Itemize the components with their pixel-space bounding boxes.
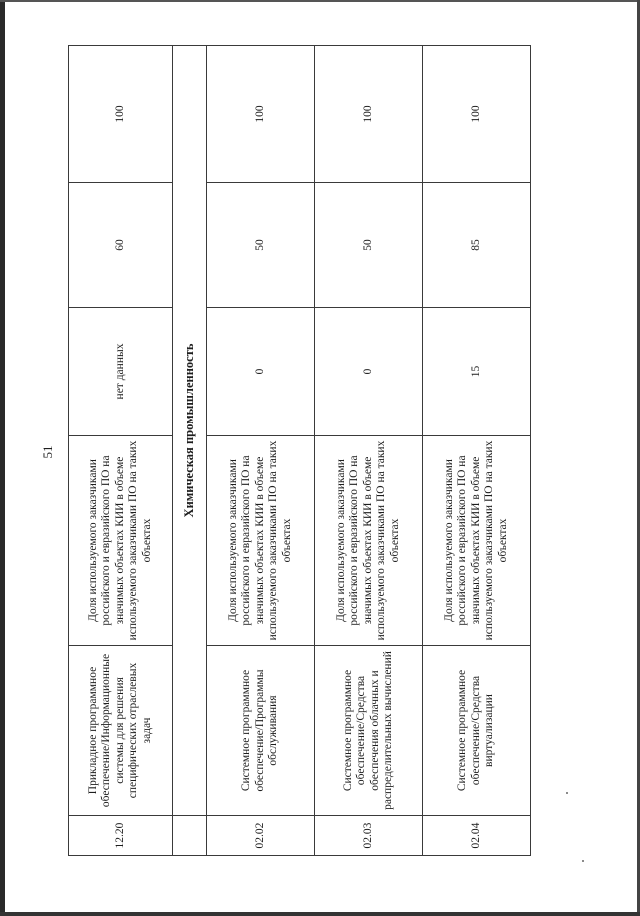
row-indicator: Доля используемого заказчиками российского и евразийского ПО на значимых объектах КИИ в объеме используемого заказчиками ПО на таких объектах xyxy=(423,436,531,646)
row-value-3: 100 xyxy=(315,46,423,183)
row-value-3: 100 xyxy=(423,46,531,183)
row-value-2: 60 xyxy=(69,183,173,308)
row-category: Системное программное обеспечение/Программы обслуживания xyxy=(207,646,315,816)
row-indicator: Доля используемого заказчиками российского и евразийского ПО на значимых объектах КИИ в объеме используемого заказчиками ПО на таких объектах xyxy=(69,436,173,646)
rotated-table-frame xyxy=(68,46,530,856)
table-row xyxy=(207,46,315,856)
table-row xyxy=(315,46,423,856)
scan-speck xyxy=(566,792,568,794)
row-category: Системное программное обеспечение/Средства виртуализации xyxy=(423,646,531,816)
section-row xyxy=(173,46,207,856)
section-spacer xyxy=(173,816,207,856)
row-value-2: 85 xyxy=(423,183,531,308)
section-title: Химическая промышленность xyxy=(173,46,207,816)
row-code: 12.20 xyxy=(69,816,173,856)
row-category: Прикладное программное обеспечение/Информационные системы для решения специфических отраслевых задач xyxy=(69,646,173,816)
row-code: 02.03 xyxy=(315,816,423,856)
row-code: 02.04 xyxy=(423,816,531,856)
page-number: 51 xyxy=(40,445,55,459)
row-category: Системное программное обеспечение/Средства обеспечения облачных и распределительных вычислений xyxy=(315,646,423,816)
row-value-2: 50 xyxy=(315,183,423,308)
row-indicator: Доля используемого заказчиками российского и евразийского ПО на значимых объектах КИИ в объеме используемого заказчиками ПО на таких объектах xyxy=(315,436,423,646)
table-row xyxy=(69,46,173,856)
row-indicator: Доля используемого заказчиками российского и евразийского ПО на значимых объектах КИИ в объеме используемого заказчиками ПО на таких объектах xyxy=(207,436,315,646)
scan-speck xyxy=(582,860,584,862)
table-landscape xyxy=(68,46,530,856)
row-value-2: 50 xyxy=(207,183,315,308)
data-table xyxy=(68,45,531,856)
row-value-1: 0 xyxy=(315,308,423,436)
row-value-3: 100 xyxy=(69,46,173,183)
scan-edge-bottom xyxy=(0,912,640,916)
row-value-1: 0 xyxy=(207,308,315,436)
scan-edge-left xyxy=(0,0,5,916)
scan-edge-top xyxy=(0,0,640,2)
table-row xyxy=(423,46,531,856)
row-value-3: 100 xyxy=(207,46,315,183)
row-code: 02.02 xyxy=(207,816,315,856)
row-value-1: нет данных xyxy=(69,308,173,436)
row-value-1: 15 xyxy=(423,308,531,436)
